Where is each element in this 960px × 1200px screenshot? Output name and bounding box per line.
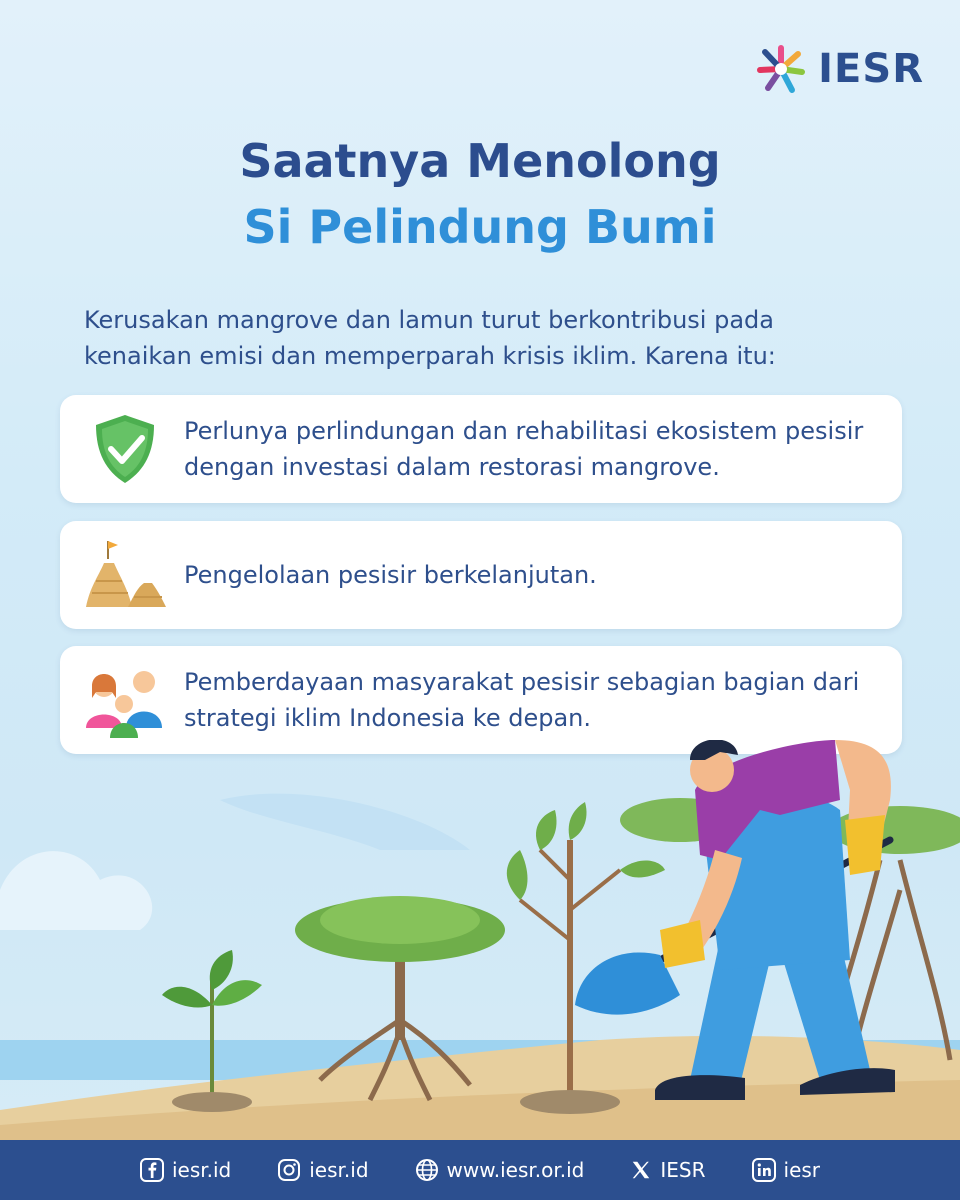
footer-website[interactable]: [415, 1158, 585, 1182]
footer-instagram[interactable]: [277, 1158, 368, 1182]
facebook-icon: [140, 1158, 164, 1182]
footer-linkedin-label: iesr: [783, 1158, 821, 1182]
sand-castle-icon: [82, 537, 168, 613]
logo-text: IESR: [818, 46, 924, 92]
card-protection: [60, 395, 902, 503]
x-logo-icon: [630, 1159, 652, 1181]
card-community-empowerment: [60, 646, 902, 754]
mangrove-planting-illustration: [0, 740, 960, 1140]
footer-x[interactable]: [630, 1158, 705, 1182]
cloud-streak: [220, 794, 470, 850]
linkedin-icon: [752, 1158, 776, 1182]
footer-facebook[interactable]: [140, 1158, 231, 1182]
globe-icon: [415, 1158, 439, 1182]
footer-x-label: IESR: [660, 1158, 706, 1182]
iesr-logo-icon: [752, 40, 810, 98]
page-title-line-1: Saatnya Menolong: [239, 134, 721, 188]
footer-instagram-label: iesr.id: [309, 1158, 369, 1182]
footer-facebook-label: iesr.id: [171, 1158, 232, 1182]
card-coastal-management-text: Pengelolaan pesisir berkelanjutan.: [184, 561, 597, 589]
cloud-shape: [0, 851, 152, 930]
iesr-logo: [752, 40, 924, 98]
page-title-line-2: Si Pelindung Bumi: [243, 200, 717, 254]
footer-linkedin[interactable]: [752, 1158, 821, 1182]
card-coastal-management: [60, 521, 902, 629]
intro-text: Kerusakan mangrove dan lamun turut berkontribusi pada kenaikan emisi dan memperparah krisis iklim. Karena itu:: [84, 306, 776, 370]
shield-check-icon: [82, 411, 168, 487]
instagram-icon: [277, 1158, 301, 1182]
card-community-empowerment-text: Pemberdayaan masyarakat pesisir sebagian bagian dari strategi iklim Indonesia ke depan.: [184, 668, 860, 732]
card-protection-text: Perlunya perlindungan dan rehabilitasi ekosistem pesisir dengan investasi dalam restorasi mangrove.: [184, 417, 864, 481]
footer-website-label: www.iesr.or.id: [446, 1158, 585, 1182]
footer-bar: [0, 1140, 960, 1200]
family-icon: [82, 662, 168, 738]
